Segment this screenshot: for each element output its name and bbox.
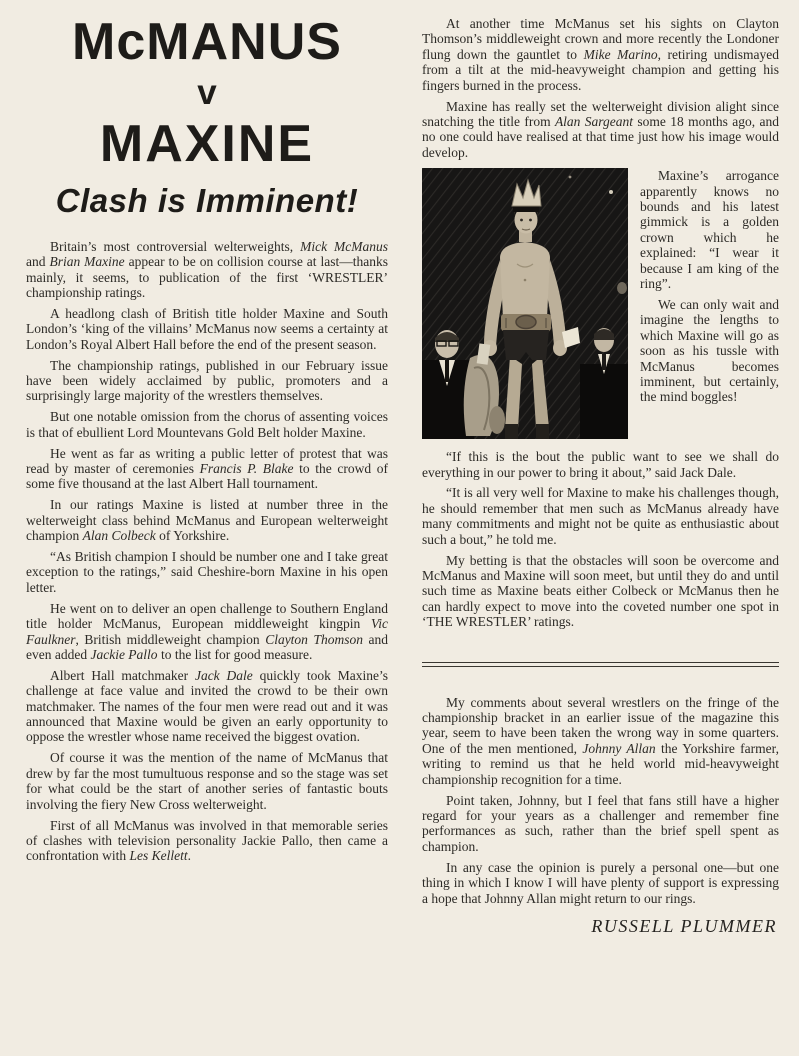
headline-name-2: MAXINE (99, 115, 315, 174)
paragraph: But one notable omission from the chorus of assenting voices is that of ebullient Lord Mountevans Gold Belt holder Maxine. (26, 409, 388, 440)
paragraph: My betting is that the obstacles will soon be overcome and McManus and Maxine will soon meet, but until they do and until such time as Maxine beats either Colbeck or McManus then he can hardly expect to move into the coveted number one spot in ‘THE WRESTLER’ ratings. (422, 552, 779, 630)
paragraph: My comments about several wrestlers on the fringe of the championship bracket in an earlier issue of the magazine this year, seem to have been taken the wrong way in some quarters. One of the men mentioned, Johnny Allan the Yorkshire farmer, writing to remind us that he held world mid-heavyweight championship recognition for a time. (422, 694, 779, 787)
paragraph: Albert Hall matchmaker Jack Dale quickly took Maxine’s challenge at face value and invited the crowd to be their own matchmaker. The names of the four men were read out and it was announced that Maxine would be given an early opportunity to oppose the wrestler whose name received the biggest ovation. (26, 667, 389, 745)
paragraph: In any case the opinion is purely a personal one—but one thing in which I know I will have plenty of support is expressing a hope that Johnny Allan might return to our rings. (422, 859, 779, 906)
paragraph: He went on to deliver an open challenge to Southern England title holder McManus, European middleweight kingpin Vic Faulkner, British middleweight champion Clayton Thomson and even added Jackie Pallo to the list for good measure. (26, 600, 388, 662)
left-column-body (26, 239, 388, 864)
paragraph: At another time McManus set his sights on Clayton Thomson’s middleweight crown and more recently the Londoner flung down the gauntlet to Mike Marino, retiring undismayed from a tilt at the mid-heavyweight champion and getting his fingers burned in the process. (422, 16, 780, 93)
right-column-body (422, 449, 779, 629)
paragraph: Point taken, Johnny, but I feel that fans still have a higher regard for your years as a challenger and remember fine performances as such, rather than the brief spell spent as champion. (422, 792, 779, 854)
section-divider (422, 662, 779, 667)
photo-figure (422, 168, 779, 439)
paragraph: The championship ratings, published in our February issue have been widely acclaimed by public, promoters and a surprisingly large majority of the wrestlers themselves. (26, 357, 388, 404)
paragraph: Of course it was the mention of the name of McManus that drew by far the most tumultuous response and so the stage was set for what could be the start of another series of fantastic bouts involving the fiery New Cross welterweight. (26, 750, 388, 812)
paragraph: He went as far as writing a public letter of protest that was read by master of ceremonies Francis P. Blake to the crowd of some five thousand at the last Albert Hall tournament. (26, 445, 389, 492)
paragraph: “If this is the bout the public want to see we shall do everything in our power to bring it about,” said Jack Dale. (422, 449, 779, 480)
paragraph: “It is all very well for Maxine to make his challenges though, he should remember that men such as McManus already have many commitments and might not be quite as enthusiastic about such a bout,” he told me. (422, 485, 779, 547)
headline-subtitle: Clash is Imminent! (55, 182, 359, 220)
paragraph: Britain’s most controversial welterweights, Mick McManus and Brian Maxine appear to be on collision course at last—thanks mainly, it seems, to publication of the first ‘WRESTLER’ championship ratings. (26, 238, 389, 300)
article-headline (26, 13, 388, 220)
paragraph: First of all McManus was involved in that memorable series of clashes with television personality Jackie Pallo, then came a confrontation with Les Kellett. (26, 817, 388, 864)
wrestler-photo (422, 168, 628, 439)
photo-side-text (640, 168, 779, 439)
paragraph: Maxine’s arrogance apparently knows no bounds and his latest gimmick is a golden crown which he explained: “I wear it because I am king of the ring”. (640, 168, 779, 291)
right-column-intro (422, 16, 779, 160)
left-column (26, 13, 389, 937)
second-article-body (422, 695, 779, 906)
headline-name-1: McMANUS (72, 13, 342, 71)
paragraph: A headlong clash of British title holder Maxine and South London’s ‘king of the villains’ McManus now seems a certainty at London’s Royal Albert Hall before the end of the present season. (26, 305, 388, 352)
paragraph: We can only wait and imagine the lengths to which Maxine will go as soon as his tussle with McManus becomes imminent, but certainly, the mind boggles! (640, 296, 779, 405)
paragraph: Maxine has really set the welterweight division alight since snatching the title from Alan Sargeant some 18 months ago, and no one could have realised at that time just how his image would develop. (422, 98, 779, 160)
wrestler-photo-graphic (422, 168, 628, 439)
headline-versus: v (197, 73, 217, 113)
author-byline: RUSSELL PLUMMER (591, 915, 777, 936)
paragraph: In our ratings Maxine is listed at number three in the welterweight class behind McManus and European welterweight champion Alan Colbeck of Yorkshire. (26, 497, 388, 544)
right-column (422, 16, 779, 937)
paragraph: “As British champion I should be number one and I take great exception to the ratings,” said Cheshire-born Maxine in his open letter. (26, 549, 388, 595)
two-column-layout (26, 13, 785, 937)
